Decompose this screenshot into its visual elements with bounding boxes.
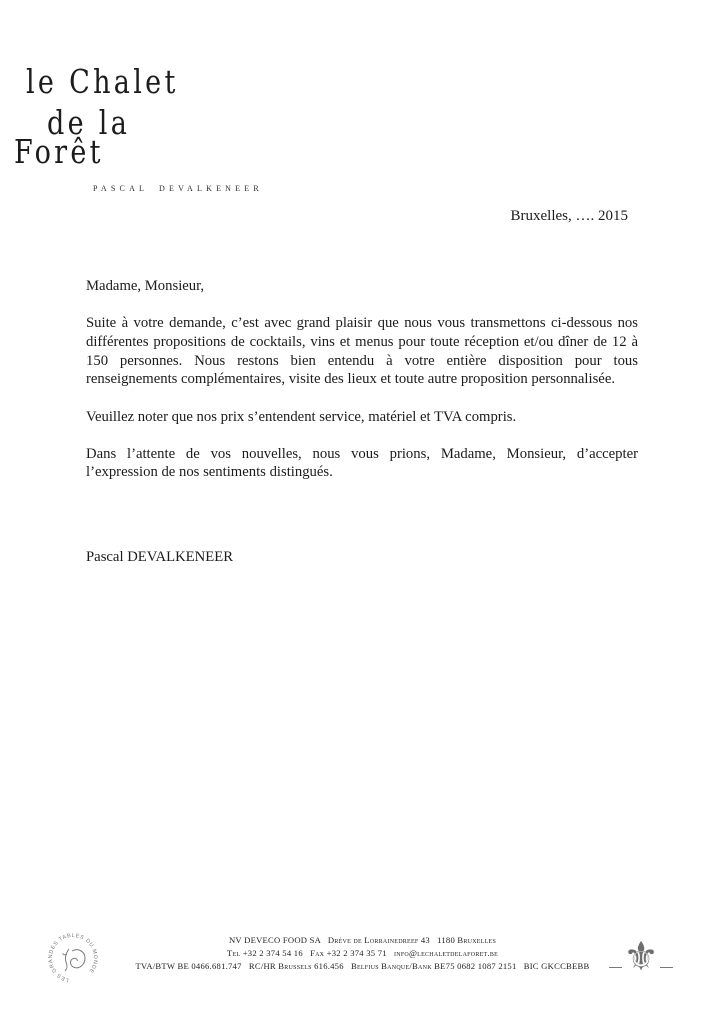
fleur-right-dash: [660, 967, 673, 968]
fleur-de-lis-icon: ⚜: [623, 934, 659, 980]
paragraph-intro: Suite à votre demande, c’est avec grand plaisir que nous vous transmettons ci-dessous nos différentes propositions de cocktails, vins et menus pour toute réception et/ou dîner de 12 à 150 personnes. Nous restons bien entendu à votre entière disposition pour tous renseignements complémentaires, visite des lieux et toute autre proposition personnalisée.: [86, 315, 638, 388]
logo-line-3: Forêt: [14, 132, 104, 171]
logo-line-1: le Chalet: [26, 62, 179, 101]
letter-body: [86, 277, 638, 585]
badge-circular-text: LES GRANDES TABLES DU MONDE: [47, 932, 99, 983]
signature-name: Pascal DEVALKENEER: [86, 549, 233, 566]
logo-line-2: de la: [47, 103, 131, 142]
chef-name: PASCAL DEVALKENEER: [93, 184, 263, 193]
footer-line-banking: TVA/BTW BE 0466.681.747 RC/HR Brussels 616.456 Belfius Banque/Bank BE75 0682 1087 2151 BIC GKCCBEBB: [135, 961, 590, 972]
fleur-left-dash: [609, 967, 622, 968]
paragraph-closing: Dans l’attente de vos nouvelles, nous vous prions, Madame, Monsieur, d’accepter l’expression de nos sentiments distingués.: [86, 445, 638, 481]
footer-line-company: NV DEVECO FOOD SA Drève de Lorrainedreef 43 1180 Bruxelles: [228, 935, 497, 945]
salutation: Madame, Monsieur,: [86, 278, 205, 294]
date-line: Bruxelles, …. 2015: [510, 208, 628, 224]
paragraph-prices: Veuillez noter que nos prix s’entendent service, matériel et TVA compris.: [86, 408, 517, 425]
fleur-de-lis-emblem: [601, 928, 681, 978]
footer-line-contact: Tel +32 2 374 54 16 Fax +32 2 374 35 71 info@lechaletdelaforet.be: [226, 948, 498, 959]
